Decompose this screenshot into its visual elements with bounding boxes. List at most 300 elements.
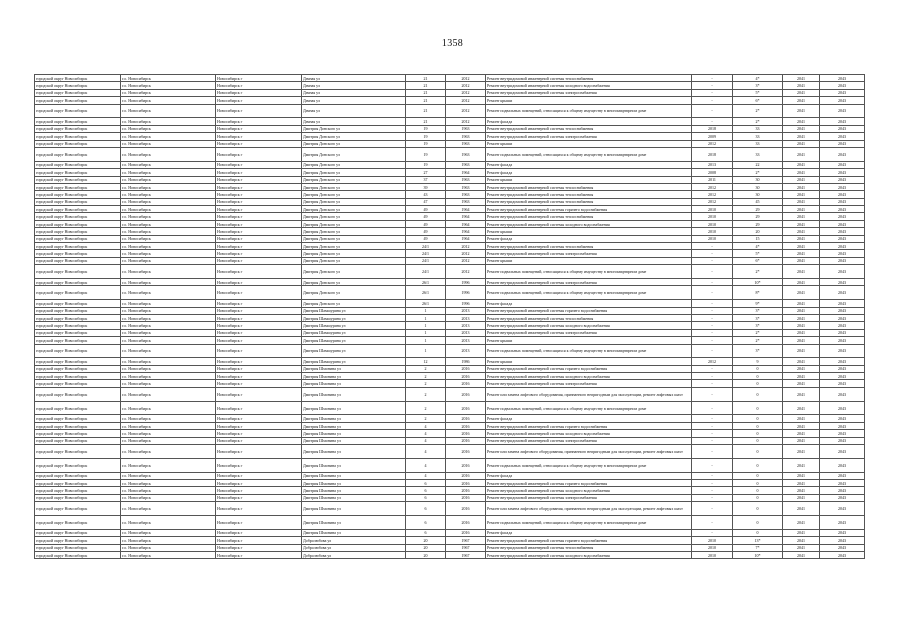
house-number-cell: 2 <box>406 415 446 422</box>
year-built-cell: 2016 <box>446 365 486 372</box>
period-end-cell: 2043 <box>820 437 865 444</box>
municipality-cell: г.о. Новосибирск <box>121 529 216 536</box>
period-start-cell: 2041 <box>783 322 820 329</box>
period-end-cell: 2043 <box>820 358 865 365</box>
municipality-cell: г.о. Новосибирск <box>121 243 216 250</box>
table-row <box>35 494 865 501</box>
district-cell: городской округ Новосибирск <box>35 544 121 551</box>
district-cell: городской округ Новосибирск <box>35 140 121 147</box>
work-type-cell: Ремонт подвальных помещений, относящихся к общему имуществу в многоквартирном доме <box>486 344 692 358</box>
period-end-cell: 2043 <box>820 191 865 198</box>
city-cell: Новосибирск г <box>216 494 302 501</box>
wear-value-cell: 0 <box>733 480 783 487</box>
period-start-cell: 2041 <box>783 537 820 544</box>
city-cell: Новосибирск г <box>216 228 302 235</box>
period-start-cell: 2041 <box>783 198 820 205</box>
table-row <box>35 220 865 227</box>
year-built-cell: 2016 <box>446 415 486 422</box>
work-type-cell: Ремонт внутридомовой инженерной системы теплоснабжения <box>486 314 692 321</box>
last-repair-year-cell: - <box>692 97 733 104</box>
table-row <box>35 183 865 190</box>
street-cell: Дмитрия Донского ул <box>302 183 406 190</box>
house-number-cell: 49 <box>406 206 446 213</box>
house-number-cell: 4 <box>406 437 446 444</box>
year-built-cell: 2016 <box>446 437 486 444</box>
period-start-cell: 2041 <box>783 314 820 321</box>
street-cell: Добролюбова ул <box>302 537 406 544</box>
city-cell: Новосибирск г <box>216 445 302 459</box>
last-repair-year-cell: - <box>692 373 733 380</box>
city-cell: Новосибирск г <box>216 307 302 314</box>
year-built-cell: 2016 <box>446 480 486 487</box>
municipality-cell: г.о. Новосибирск <box>121 125 216 132</box>
year-built-cell: 1964 <box>446 169 486 176</box>
period-end-cell: 2043 <box>820 380 865 387</box>
wear-value-cell: 9 <box>733 358 783 365</box>
wear-value-cell: 0 <box>733 494 783 501</box>
house-number-cell: 1 <box>406 314 446 321</box>
last-repair-year-cell: 2012 <box>692 140 733 147</box>
period-end-cell: 2043 <box>820 169 865 176</box>
work-type-cell: Ремонт крыши <box>486 228 692 235</box>
municipality-cell: г.о. Новосибирск <box>121 487 216 494</box>
municipality-cell: г.о. Новосибирск <box>121 286 216 300</box>
last-repair-year-cell: - <box>692 437 733 444</box>
work-type-cell: Ремонт фасада <box>486 300 692 307</box>
street-cell: Дмитрия Шмонина ул <box>302 437 406 444</box>
year-built-cell: 1964 <box>446 220 486 227</box>
municipality-cell: г.о. Новосибирск <box>121 104 216 118</box>
district-cell: городской округ Новосибирск <box>35 250 121 257</box>
table-row <box>35 458 865 472</box>
street-cell: Дмитрия Донского ул <box>302 228 406 235</box>
district-cell: городской округ Новосибирск <box>35 365 121 372</box>
street-cell: Дмитрия Шмонина ул <box>302 494 406 501</box>
work-type-cell: Ремонт внутридомовой инженерной системы электроснабжения <box>486 278 692 285</box>
last-repair-year-cell: - <box>692 422 733 429</box>
period-end-cell: 2043 <box>820 494 865 501</box>
wear-value-cell: 0 <box>733 437 783 444</box>
period-end-cell: 2043 <box>820 537 865 544</box>
district-cell: городской округ Новосибирск <box>35 458 121 472</box>
period-end-cell: 2043 <box>820 82 865 89</box>
table-row <box>35 104 865 118</box>
period-start-cell: 2041 <box>783 147 820 161</box>
district-cell: городской округ Новосибирск <box>35 97 121 104</box>
table-row <box>35 300 865 307</box>
municipality-cell: г.о. Новосибирск <box>121 300 216 307</box>
house-number-cell: 26/1 <box>406 300 446 307</box>
table-row <box>35 198 865 205</box>
wear-value-cell: 33 <box>733 133 783 140</box>
house-number-cell: 21 <box>406 89 446 96</box>
house-number-cell: 19 <box>406 140 446 147</box>
period-end-cell: 2043 <box>820 183 865 190</box>
year-built-cell: 2016 <box>446 401 486 415</box>
table-row <box>35 161 865 168</box>
city-cell: Новосибирск г <box>216 480 302 487</box>
last-repair-year-cell: - <box>692 243 733 250</box>
street-cell: Дмитрия Шамшурина ул <box>302 344 406 358</box>
street-cell: Дмитрия Шмонина ул <box>302 422 406 429</box>
municipality-cell: г.о. Новосибирск <box>121 494 216 501</box>
period-end-cell: 2043 <box>820 472 865 479</box>
work-type-cell: Ремонт внутридомовой инженерной системы электроснабжения <box>486 437 692 444</box>
table-row <box>35 206 865 213</box>
table-row <box>35 125 865 132</box>
work-type-cell: Ремонт внутридомовой инженерной системы электроснабжения <box>486 494 692 501</box>
period-end-cell: 2043 <box>820 515 865 529</box>
wear-value-cell: 0 <box>733 430 783 437</box>
year-built-cell: 1996 <box>446 286 486 300</box>
year-built-cell: 1963 <box>446 133 486 140</box>
municipality-cell: г.о. Новосибирск <box>121 191 216 198</box>
wear-value-cell: 15 <box>733 235 783 242</box>
period-end-cell: 2043 <box>820 487 865 494</box>
street-cell: Дмитрия Шамшурина ул <box>302 307 406 314</box>
last-repair-year-cell: 2012 <box>692 358 733 365</box>
house-number-cell: 24/1 <box>406 265 446 279</box>
period-start-cell: 2041 <box>783 286 820 300</box>
table-row <box>35 487 865 494</box>
house-number-cell: 49 <box>406 213 446 220</box>
street-cell: Дмитрия Донского ул <box>302 250 406 257</box>
district-cell: городской округ Новосибирск <box>35 125 121 132</box>
wear-value-cell: 20 <box>733 228 783 235</box>
year-built-cell: 1996 <box>446 300 486 307</box>
year-built-cell: 1964 <box>446 213 486 220</box>
municipality-cell: г.о. Новосибирск <box>121 322 216 329</box>
period-start-cell: 2041 <box>783 480 820 487</box>
work-type-cell: Ремонт или замена лифтового оборудования, признанного непригодным для эксплуатации, ремонт лифтовых шахт <box>486 387 692 401</box>
last-repair-year-cell: - <box>692 278 733 285</box>
house-number-cell: 6 <box>406 487 446 494</box>
wear-value-cell: 5* <box>733 89 783 96</box>
last-repair-year-cell: - <box>692 387 733 401</box>
period-end-cell: 2043 <box>820 329 865 336</box>
period-start-cell: 2041 <box>783 257 820 264</box>
last-repair-year-cell: 2010 <box>692 213 733 220</box>
period-start-cell: 2041 <box>783 329 820 336</box>
street-cell: Дмитрия Донского ул <box>302 161 406 168</box>
period-start-cell: 2041 <box>783 191 820 198</box>
city-cell: Новосибирск г <box>216 487 302 494</box>
period-start-cell: 2041 <box>783 265 820 279</box>
municipality-cell: г.о. Новосибирск <box>121 344 216 358</box>
wear-value-cell: 13* <box>733 537 783 544</box>
wear-value-cell: 6* <box>733 257 783 264</box>
period-start-cell: 2041 <box>783 220 820 227</box>
table-row <box>35 250 865 257</box>
house-number-cell: 2 <box>406 401 446 415</box>
table-row <box>35 472 865 479</box>
period-end-cell: 2043 <box>820 344 865 358</box>
district-cell: городской округ Новосибирск <box>35 147 121 161</box>
street-cell: Дмитрия Шмонина ул <box>302 445 406 459</box>
municipality-cell: г.о. Новосибирск <box>121 358 216 365</box>
house-number-cell: 6 <box>406 502 446 516</box>
year-built-cell: 2012 <box>446 243 486 250</box>
house-number-cell: 19 <box>406 133 446 140</box>
period-end-cell: 2043 <box>820 373 865 380</box>
municipality-cell: г.о. Новосибирск <box>121 213 216 220</box>
work-type-cell: Ремонт крыши <box>486 176 692 183</box>
year-built-cell: 1967 <box>446 537 486 544</box>
city-cell: Новосибирск г <box>216 373 302 380</box>
house-number-cell: 20 <box>406 544 446 551</box>
house-number-cell: 21 <box>406 82 446 89</box>
city-cell: Новосибирск г <box>216 125 302 132</box>
period-end-cell: 2043 <box>820 286 865 300</box>
period-start-cell: 2041 <box>783 344 820 358</box>
period-start-cell: 2041 <box>783 358 820 365</box>
district-cell: городской округ Новосибирск <box>35 89 121 96</box>
table-row <box>35 243 865 250</box>
period-end-cell: 2043 <box>820 147 865 161</box>
district-cell: городской округ Новосибирск <box>35 430 121 437</box>
district-cell: городской округ Новосибирск <box>35 502 121 516</box>
last-repair-year-cell: - <box>692 337 733 344</box>
work-type-cell: Ремонт крыши <box>486 140 692 147</box>
period-start-cell: 2041 <box>783 502 820 516</box>
street-cell: Дмитрия Донского ул <box>302 133 406 140</box>
period-end-cell: 2043 <box>820 206 865 213</box>
street-cell: Дмитрия Донского ул <box>302 147 406 161</box>
house-number-cell: 49 <box>406 220 446 227</box>
city-cell: Новосибирск г <box>216 401 302 415</box>
street-cell: Дмитрия Шмонина ул <box>302 472 406 479</box>
period-start-cell: 2041 <box>783 125 820 132</box>
table-row <box>35 544 865 551</box>
street-cell: Дачная ул <box>302 75 406 82</box>
district-cell: городской округ Новосибирск <box>35 329 121 336</box>
district-cell: городской округ Новосибирск <box>35 257 121 264</box>
district-cell: городской округ Новосибирск <box>35 265 121 279</box>
period-start-cell: 2041 <box>783 430 820 437</box>
period-start-cell: 2041 <box>783 337 820 344</box>
municipality-cell: г.о. Новосибирск <box>121 314 216 321</box>
period-start-cell: 2041 <box>783 89 820 96</box>
city-cell: Новосибирск г <box>216 515 302 529</box>
last-repair-year-cell: 2010 <box>692 537 733 544</box>
municipality-cell: г.о. Новосибирск <box>121 458 216 472</box>
table-body <box>35 75 865 559</box>
wear-value-cell: 2* <box>733 104 783 118</box>
table-row <box>35 89 865 96</box>
table-row <box>35 257 865 264</box>
wear-value-cell: 10* <box>733 551 783 558</box>
house-number-cell: 2 <box>406 380 446 387</box>
wear-value-cell: 8* <box>733 286 783 300</box>
municipality-cell: г.о. Новосибирск <box>121 380 216 387</box>
last-repair-year-cell: - <box>692 250 733 257</box>
district-cell: городской округ Новосибирск <box>35 118 121 125</box>
last-repair-year-cell: 2018 <box>692 147 733 161</box>
district-cell: городской округ Новосибирск <box>35 314 121 321</box>
street-cell: Дмитрия Шмонина ул <box>302 502 406 516</box>
last-repair-year-cell: 2010 <box>692 220 733 227</box>
table-row <box>35 437 865 444</box>
work-type-cell: Ремонт крыши <box>486 358 692 365</box>
municipality-cell: г.о. Новосибирск <box>121 337 216 344</box>
city-cell: Новосибирск г <box>216 358 302 365</box>
wear-value-cell: 9* <box>733 300 783 307</box>
work-type-cell: Ремонт фасада <box>486 529 692 536</box>
municipality-cell: г.о. Новосибирск <box>121 220 216 227</box>
last-repair-year-cell: - <box>692 307 733 314</box>
work-type-cell: Ремонт внутридомовой инженерной системы теплоснабжения <box>486 191 692 198</box>
street-cell: Дачная ул <box>302 82 406 89</box>
year-built-cell: 2013 <box>446 329 486 336</box>
work-type-cell: Ремонт внутридомовой инженерной системы электроснабжения <box>486 250 692 257</box>
city-cell: Новосибирск г <box>216 140 302 147</box>
year-built-cell: 2012 <box>446 82 486 89</box>
municipality-cell: г.о. Новосибирск <box>121 502 216 516</box>
year-built-cell: 2012 <box>446 97 486 104</box>
municipality-cell: г.о. Новосибирск <box>121 176 216 183</box>
page-number: 1358 <box>441 38 464 49</box>
last-repair-year-cell: - <box>692 82 733 89</box>
wear-value-cell: 0 <box>733 380 783 387</box>
repair-schedule-table <box>34 74 865 559</box>
year-built-cell: 1967 <box>446 551 486 558</box>
district-cell: городской округ Новосибирск <box>35 161 121 168</box>
period-start-cell: 2041 <box>783 278 820 285</box>
period-end-cell: 2043 <box>820 133 865 140</box>
house-number-cell: 6 <box>406 529 446 536</box>
last-repair-year-cell: - <box>692 257 733 264</box>
table-row <box>35 430 865 437</box>
street-cell: Дмитрия Донского ул <box>302 213 406 220</box>
work-type-cell: Ремонт внутридомовой инженерной системы теплоснабжения <box>486 183 692 190</box>
period-end-cell: 2043 <box>820 228 865 235</box>
work-type-cell: Ремонт внутридомовой инженерной системы холодного водоснабжения <box>486 487 692 494</box>
last-repair-year-cell: - <box>692 329 733 336</box>
wear-value-cell: 30 <box>733 191 783 198</box>
period-start-cell: 2041 <box>783 118 820 125</box>
work-type-cell: Ремонт внутридомовой инженерной системы холодного водоснабжения <box>486 373 692 380</box>
period-end-cell: 2043 <box>820 445 865 459</box>
street-cell: Дмитрия Шмонина ул <box>302 458 406 472</box>
period-end-cell: 2043 <box>820 257 865 264</box>
period-start-cell: 2041 <box>783 365 820 372</box>
table-row <box>35 537 865 544</box>
work-type-cell: Ремонт внутридомовой инженерной системы холодного водоснабжения <box>486 220 692 227</box>
wear-value-cell: 0 <box>733 487 783 494</box>
work-type-cell: Ремонт подвальных помещений, относящихся к общему имуществу в многоквартирном доме <box>486 265 692 279</box>
period-end-cell: 2043 <box>820 415 865 422</box>
table-row <box>35 169 865 176</box>
municipality-cell: г.о. Новосибирск <box>121 307 216 314</box>
municipality-cell: г.о. Новосибирск <box>121 118 216 125</box>
last-repair-year-cell: 2012 <box>692 198 733 205</box>
municipality-cell: г.о. Новосибирск <box>121 161 216 168</box>
period-end-cell: 2043 <box>820 161 865 168</box>
work-type-cell: Ремонт фасада <box>486 161 692 168</box>
street-cell: Дмитрия Шмонина ул <box>302 401 406 415</box>
work-type-cell: Ремонт фасада <box>486 472 692 479</box>
period-end-cell: 2043 <box>820 300 865 307</box>
street-cell: Дмитрия Шамшурина ул <box>302 314 406 321</box>
year-built-cell: 2013 <box>446 314 486 321</box>
table-row <box>35 380 865 387</box>
period-end-cell: 2043 <box>820 220 865 227</box>
year-built-cell: 1963 <box>446 147 486 161</box>
last-repair-year-cell: 2013 <box>692 161 733 168</box>
street-cell: Дмитрия Донского ул <box>302 198 406 205</box>
municipality-cell: г.о. Новосибирск <box>121 206 216 213</box>
city-cell: Новосибирск г <box>216 183 302 190</box>
work-type-cell: Ремонт внутридомовой инженерной системы теплоснабжения <box>486 198 692 205</box>
work-type-cell: Ремонт подвальных помещений, относящихся к общему имуществу в многоквартирном доме <box>486 147 692 161</box>
wear-value-cell: 33 <box>733 125 783 132</box>
table-row <box>35 502 865 516</box>
district-cell: городской округ Новосибирск <box>35 104 121 118</box>
table-row <box>35 286 865 300</box>
district-cell: городской округ Новосибирск <box>35 198 121 205</box>
street-cell: Дмитрия Донского ул <box>302 286 406 300</box>
last-repair-year-cell: 2010 <box>692 228 733 235</box>
city-cell: Новосибирск г <box>216 286 302 300</box>
municipality-cell: г.о. Новосибирск <box>121 415 216 422</box>
last-repair-year-cell: 2012 <box>692 183 733 190</box>
period-end-cell: 2043 <box>820 118 865 125</box>
district-cell: городской округ Новосибирск <box>35 169 121 176</box>
year-built-cell: 2013 <box>446 344 486 358</box>
last-repair-year-cell: 2008 <box>692 169 733 176</box>
house-number-cell: 4 <box>406 422 446 429</box>
period-end-cell: 2043 <box>820 265 865 279</box>
wear-value-cell: 0 <box>733 365 783 372</box>
year-built-cell: 2012 <box>446 104 486 118</box>
district-cell: городской округ Новосибирск <box>35 487 121 494</box>
wear-value-cell: 3* <box>733 82 783 89</box>
house-number-cell: 20 <box>406 551 446 558</box>
last-repair-year-cell: - <box>692 480 733 487</box>
work-type-cell: Ремонт внутридомовой инженерной системы горячего водоснабжения <box>486 422 692 429</box>
city-cell: Новосибирск г <box>216 458 302 472</box>
last-repair-year-cell: - <box>692 415 733 422</box>
municipality-cell: г.о. Новосибирск <box>121 250 216 257</box>
period-start-cell: 2041 <box>783 228 820 235</box>
district-cell: городской округ Новосибирск <box>35 358 121 365</box>
house-number-cell: 2 <box>406 365 446 372</box>
city-cell: Новосибирск г <box>216 529 302 536</box>
street-cell: Дмитрия Шамшурина ул <box>302 329 406 336</box>
municipality-cell: г.о. Новосибирск <box>121 480 216 487</box>
house-number-cell: 2 <box>406 373 446 380</box>
wear-value-cell: 30 <box>733 183 783 190</box>
wear-value-cell: 0 <box>733 415 783 422</box>
city-cell: Новосибирск г <box>216 344 302 358</box>
district-cell: городской округ Новосибирск <box>35 286 121 300</box>
district-cell: городской округ Новосибирск <box>35 307 121 314</box>
street-cell: Дмитрия Шмонина ул <box>302 515 406 529</box>
municipality-cell: г.о. Новосибирск <box>121 147 216 161</box>
period-end-cell: 2043 <box>820 314 865 321</box>
work-type-cell: Ремонт внутридомовой инженерной системы электроснабжения <box>486 380 692 387</box>
table-row <box>35 147 865 161</box>
last-repair-year-cell: - <box>692 515 733 529</box>
city-cell: Новосибирск г <box>216 314 302 321</box>
district-cell: городской округ Новосибирск <box>35 380 121 387</box>
year-built-cell: 1967 <box>446 544 486 551</box>
year-built-cell: 1964 <box>446 235 486 242</box>
last-repair-year-cell: - <box>692 487 733 494</box>
period-end-cell: 2043 <box>820 551 865 558</box>
period-start-cell: 2041 <box>783 472 820 479</box>
district-cell: городской округ Новосибирск <box>35 415 121 422</box>
